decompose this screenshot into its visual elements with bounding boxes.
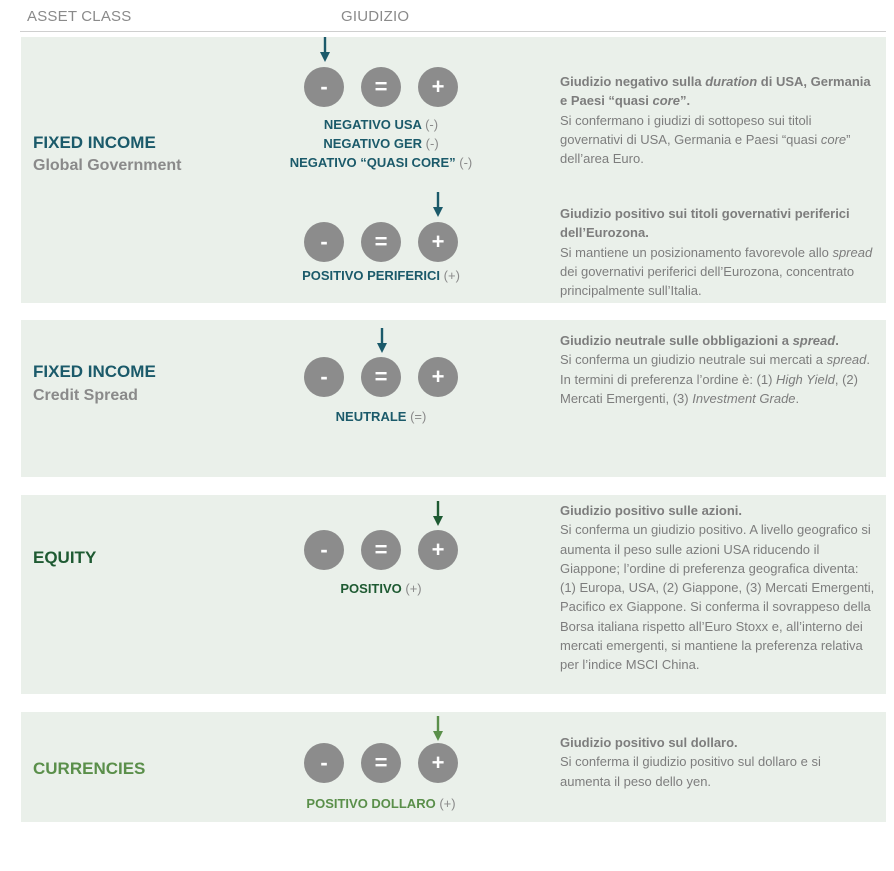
header-asset-class: ASSET CLASS <box>27 8 132 25</box>
block-fixed-income-credit <box>21 320 886 477</box>
judgement-arrow-icon <box>432 716 444 742</box>
plus-circle-icon: + <box>418 357 458 397</box>
equal-circle-icon: = <box>361 357 401 397</box>
asset-class-title: FIXED INCOME <box>33 133 156 152</box>
judgement-label: POSITIVO PERIFERICI (+) <box>302 268 460 283</box>
minus-circle-icon: - <box>304 67 344 107</box>
minus-circle-icon: - <box>304 530 344 570</box>
judgement-dial <box>304 222 464 266</box>
block-currencies <box>21 712 886 822</box>
plus-circle-icon: + <box>418 530 458 570</box>
judgement-label: POSITIVO (+) <box>340 581 422 596</box>
judgement-dial <box>304 357 464 401</box>
equal-circle-icon: = <box>361 67 401 107</box>
plus-circle-icon: + <box>418 743 458 783</box>
judgement-arrow-icon <box>432 192 444 218</box>
asset-class-subtitle: Credit Spread <box>33 387 138 404</box>
block-fixed-income-government <box>21 37 886 303</box>
asset-class-title: FIXED INCOME <box>33 362 156 381</box>
asset-class-subtitle: Global Government <box>33 157 182 174</box>
equal-circle-icon: = <box>361 530 401 570</box>
plus-circle-icon: + <box>418 67 458 107</box>
block-equity <box>21 495 886 694</box>
judgement-dial <box>304 67 464 111</box>
minus-circle-icon: - <box>304 222 344 262</box>
header-divider <box>20 31 886 32</box>
judgement-dial <box>304 743 464 787</box>
judgement-description: Giudizio positivo sui titoli governativi periferici dell’Eurozona. Si mantiene un posizionamento favorevole allo spread dei governativi periferici dell’Eurozona, concentrato principalmente sull’Italia. <box>560 206 873 299</box>
judgement-arrow-icon <box>319 37 331 63</box>
judgement-dial <box>304 530 464 574</box>
minus-circle-icon: - <box>304 357 344 397</box>
minus-circle-icon: - <box>304 743 344 783</box>
judgement-label: NEGATIVO “QUASI CORE” (-) <box>289 155 473 170</box>
header-giudizio: GIUDIZIO <box>341 8 410 25</box>
equal-circle-icon: = <box>361 743 401 783</box>
equal-circle-icon: = <box>361 222 401 262</box>
judgement-description: Giudizio positivo sul dollaro. Si conferma il giudizio positivo sul dollaro e si aumenta il peso dello yen. <box>560 735 821 789</box>
judgement-arrow-icon <box>376 328 388 354</box>
asset-class-title: EQUITY <box>33 548 97 567</box>
judgement-description: Giudizio negativo sulla duration di USA, Germania e Paesi “quasi core”. Si confermano i giudizi di sottopeso sui titoli governativi di USA, Germania e Paesi “quasi core” dell’area Euro. <box>560 74 871 167</box>
judgement-label: NEGATIVO GER (-) <box>323 136 439 151</box>
judgement-description: Giudizio neutrale sulle obbligazioni a spread. Si conferma un giudizio neutrale sui mercati a spread. In termini di preferenza l’ordine è: (1) High Yield, (2) Mercati Emergenti, (3) Investment Grade. <box>560 333 871 406</box>
asset-class-title: CURRENCIES <box>33 759 146 778</box>
judgement-description: Giudizio positivo sulle azioni. Si conferma un giudizio positivo. A livello geografico si aumenta il peso sulle azioni USA riducendo il Giappone; l’ordine di preferenza geografica diventa: (1) Europa, USA, (2) Giappone, (3) Mercati Emergenti, Pacifico ex Giappone. Si conferma il sovrappeso della Borsa italiana rispetto all’Euro Stoxx e, all’interno dei mercati emergenti, si mantiene la preferenza relativa per l’indice MSCI China. <box>560 503 875 673</box>
judgement-label: POSITIVO DOLLARO (+) <box>306 796 456 811</box>
plus-circle-icon: + <box>418 222 458 262</box>
judgement-label: NEUTRALE (=) <box>335 409 427 424</box>
judgement-label: NEGATIVO USA (-) <box>323 117 439 132</box>
judgement-arrow-icon <box>432 501 444 527</box>
